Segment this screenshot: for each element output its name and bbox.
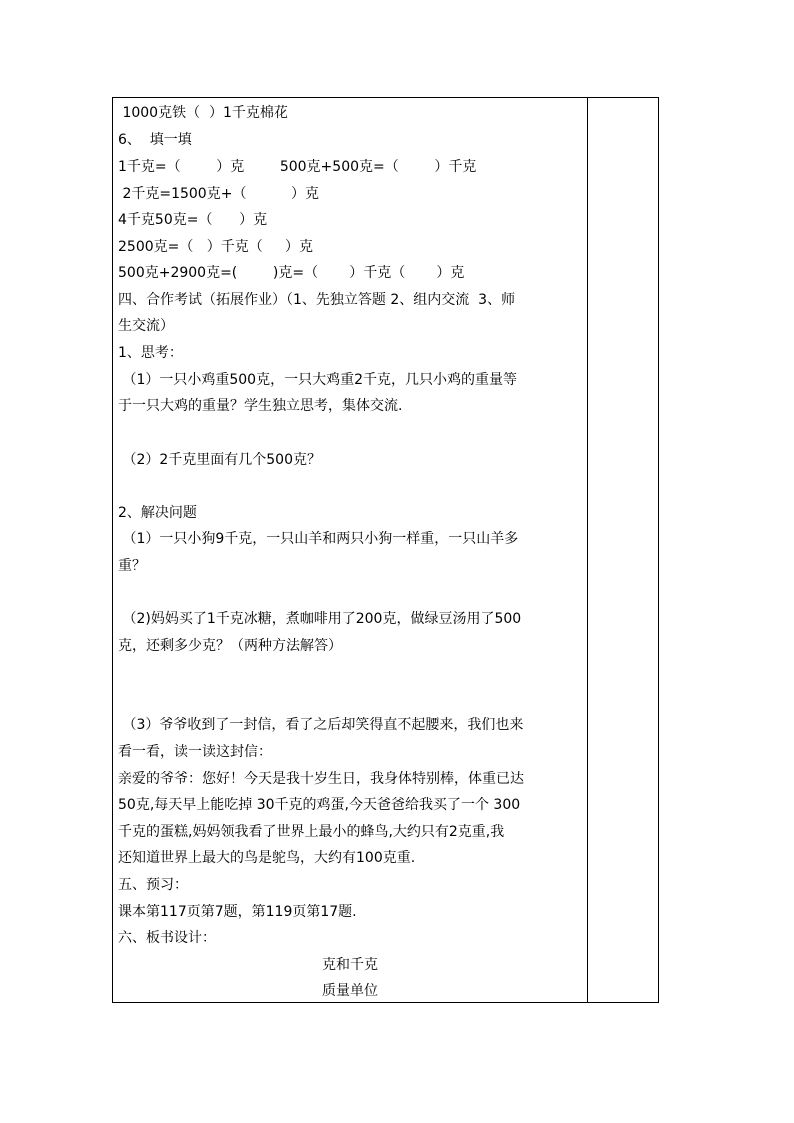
fill-item: 1千克=（ ）克 500克+500克=（ ）千克 <box>118 159 477 175</box>
letter-text: 还知道世界上最大的鸟是鸵鸟，大约有100克重. <box>118 850 416 866</box>
question-text: （1）一只小鸡重500克，一只大鸡重2千克，几只小鸡的重量等 <box>118 372 517 388</box>
question-text: 克，还剩多少克？（两种方法解答） <box>118 638 342 654</box>
question-text: （3）爷爷收到了一封信，看了之后却笑得直不起腰来，我们也来 <box>118 717 524 733</box>
fill-item: 4千克50克=（ ）克 <box>118 212 268 228</box>
sub-heading: 2、解决问题 <box>118 505 197 521</box>
lesson-table <box>112 97 659 1003</box>
question-text: 于一只大鸡的重量？学生独立思考，集体交流. <box>118 398 403 414</box>
fill-item: 500克+2900克=( )克=（ ）千克（ ）克 <box>118 265 465 281</box>
section-heading: 四、合作考试（拓展作业）（1、先独立答题 2、组内交流 3、师 <box>118 292 516 308</box>
sub-heading: 1、思考： <box>118 345 183 361</box>
question-text: 看一看，读一读这封信： <box>118 744 272 760</box>
content-cell <box>113 98 587 1002</box>
letter-text: 50克,每天早上能吃掉 30千克的鸡蛋,今天爸爸给我买了一个 300 <box>118 797 521 813</box>
fill-item: 2千克=1500克+（ ）克 <box>118 186 319 202</box>
fill-item: 2500克=（ ）千克（ ）克 <box>118 239 313 255</box>
letter-text: 千克的蛋糕,妈妈领我看了世界上最小的蜂鸟,大约只有2克重,我 <box>118 824 505 840</box>
preview-text: 课本第117页第7题，第119页第17题. <box>118 904 357 920</box>
letter-text: 亲爱的爷爷：您好！今天是我十岁生日，我身体特别棒，体重已达 <box>118 771 524 787</box>
board-title: 克和千克 <box>322 957 378 973</box>
question-text: （2）2千克里面有几个500克？ <box>118 452 321 468</box>
question-text: （2)妈妈买了1千克冰糖，煮咖啡用了200克，做绿豆汤用了500 <box>118 611 522 627</box>
question-text: （1）一只小狗9千克，一只山羊和两只小狗一样重，一只山羊多 <box>118 531 519 547</box>
question-text: 重？ <box>118 558 146 574</box>
section-heading-cont: 生交流） <box>118 318 174 334</box>
section-heading: 五、预习： <box>118 877 188 893</box>
section-heading-fill: 6、 填一填 <box>118 132 192 148</box>
section-heading: 六、板书设计： <box>118 930 216 946</box>
board-subtitle: 质量单位 <box>322 983 378 999</box>
column-divider <box>587 98 588 1002</box>
compare-item: 1000克铁（ ）1千克棉花 <box>118 105 288 121</box>
